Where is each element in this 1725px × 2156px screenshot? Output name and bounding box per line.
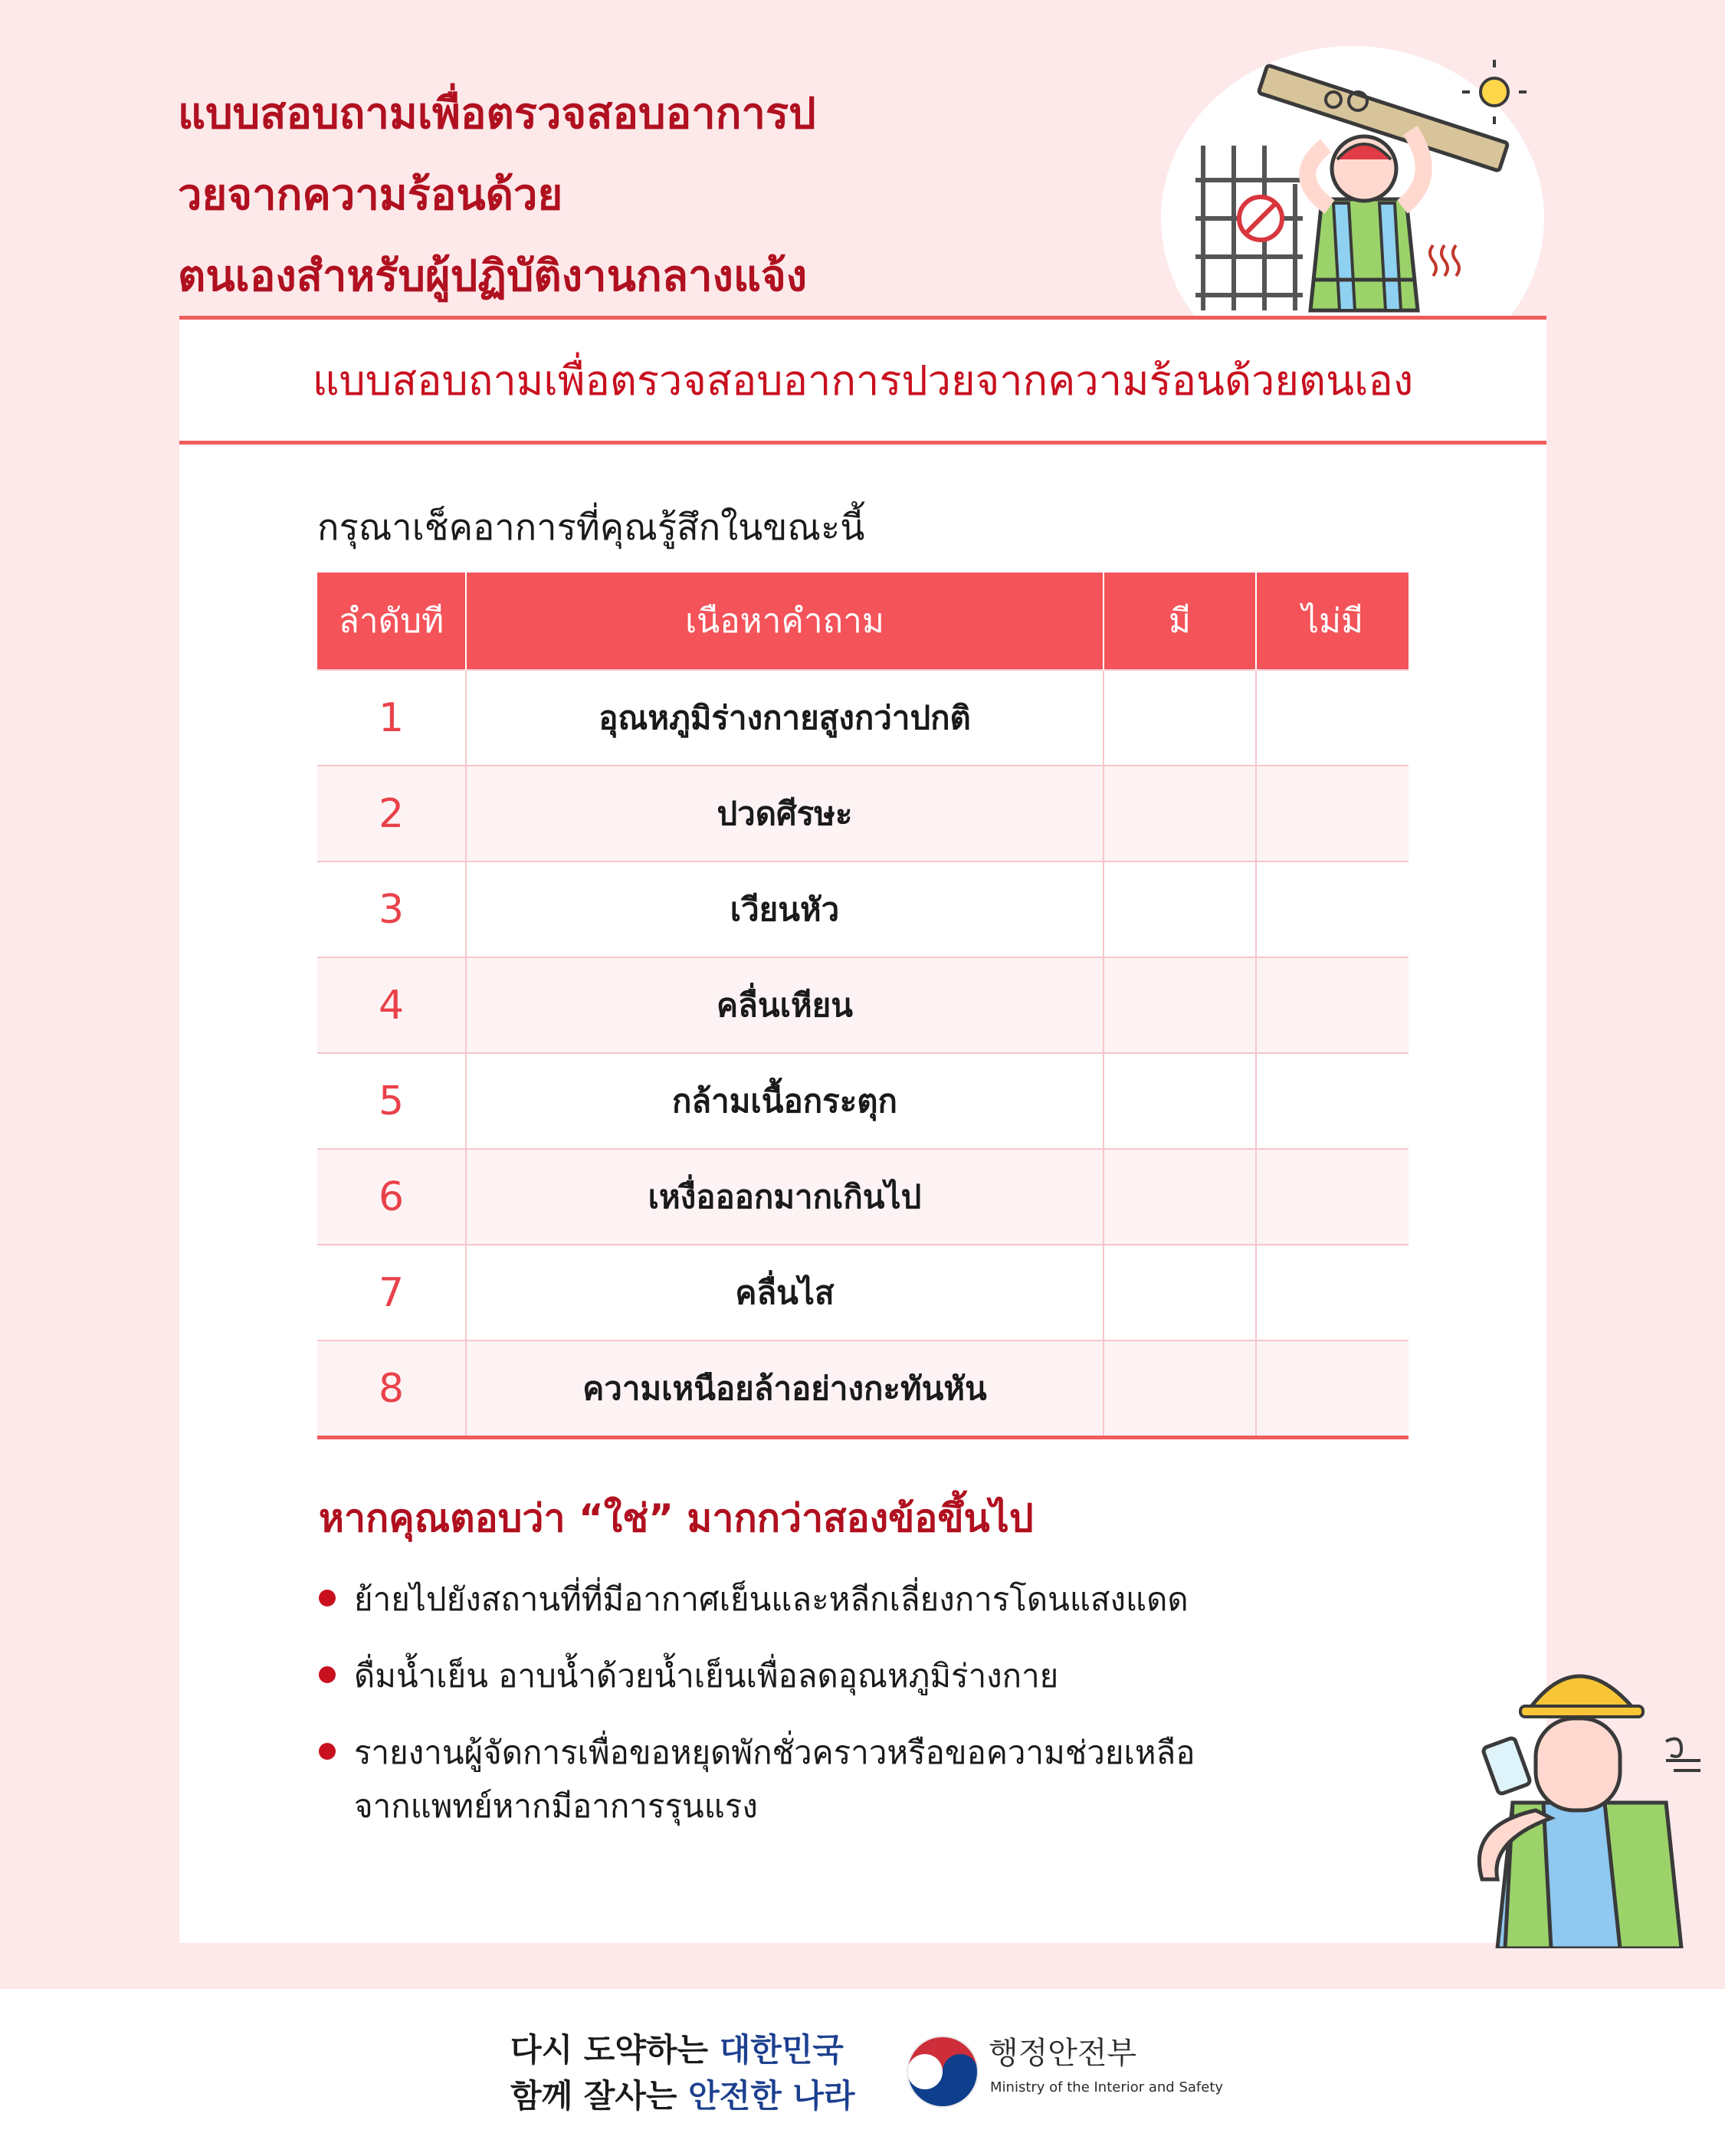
korea-government-emblem-icon [904,2033,981,2110]
table-row [317,766,1409,861]
title-line-1: แบบสอบถามเพื่อตรวจสอบอาการป [178,89,816,139]
row-question: ความเหนือยล้าอย่างกะทันหัน [466,1341,1104,1438]
table-row [317,957,1409,1053]
bullet-dot-icon [319,1666,336,1683]
no-checkbox-cell[interactable] [1256,766,1409,861]
row-question: เหงื่อออกมากเกินไป [466,1149,1104,1245]
yes-checkbox-cell[interactable] [1104,957,1256,1053]
table-row [317,1149,1409,1245]
ministry-name-korean: 행정안전부 [989,2036,1137,2071]
no-checkbox-cell[interactable] [1256,1053,1409,1149]
row-number: 8 [317,1341,466,1438]
row-number: 7 [317,1245,466,1341]
yes-checkbox-cell[interactable] [1104,1341,1256,1438]
table-row [317,1341,1409,1438]
header-no: ไม่มี [1256,573,1409,670]
header-number: ลำดับที [317,573,466,670]
yes-checkbox-cell[interactable] [1104,861,1256,957]
worker-drinking-water-illustration [1436,1626,1712,1948]
slogan-line1-text: 다시 도약하는 [510,2031,720,2069]
page-title [178,74,1082,317]
footer [0,1989,1725,2156]
title-line-3: ตนเองสำหรับผู้ปฏิบัติงานกลางแจ้ง [178,251,808,301]
no-checkbox-cell[interactable] [1256,1341,1409,1438]
row-number: 3 [317,861,466,957]
card-header: แบบสอบถามเพื่อตรวจสอบอาการปวยจากความร้อนด้วยตนเอง [179,316,1546,445]
row-number: 2 [317,766,466,861]
header-question: เนือหาคำถาม [466,573,1104,670]
advice-text: รายงานผู้จัดการเพื่อขอหยุดพักชั่วคราวหรือขอความช่วยเหลือจากแพทย์หากมีอาการรุนแรง [354,1734,1195,1825]
row-question: อุณหภูมิร่างกายสูงกว่าปกติ [466,670,1104,766]
slogan-line2-highlight: 안전한 나라 [688,2077,855,2115]
yes-checkbox-cell[interactable] [1104,1149,1256,1245]
slogan-line1-highlight: 대한민국 [719,2031,844,2069]
row-question: คลื่นเหียน [466,957,1104,1053]
symptom-checklist-table [317,573,1409,1439]
row-number: 4 [317,957,466,1053]
list-item [319,1573,1392,1626]
no-checkbox-cell[interactable] [1256,861,1409,957]
title-line-2: วยจากความร้อนด้วย [178,170,563,220]
list-item [319,1726,1228,1833]
no-checkbox-cell[interactable] [1256,1149,1409,1245]
row-question: เวียนหัว [466,861,1104,957]
row-question: ปวดศีรษะ [466,766,1104,861]
table-row [317,861,1409,957]
advice-text: ย้ายไปยังสถานที่ที่มีอากาศเย็นและหลีกเลี่ยงการโดนแสงแดด [354,1580,1189,1618]
construction-worker-heat-illustration [1157,46,1548,330]
no-checkbox-cell[interactable] [1256,1245,1409,1341]
no-checkbox-cell[interactable] [1256,957,1409,1053]
table-row [317,670,1409,766]
advice-text: ดื่มน้ำเย็น อาบน้ำด้วยน้ำเย็นเพื่อลดอุณหภูมิร่างกาย [354,1657,1059,1695]
yes-checkbox-cell[interactable] [1104,1053,1256,1149]
row-number: 5 [317,1053,466,1149]
advice-list [319,1573,1392,1856]
row-question: คลื่นไส [466,1245,1104,1341]
table-row [317,1245,1409,1341]
header-yes: มี [1104,573,1256,670]
slogan-line2-text: 함께 잘사는 [510,2077,689,2115]
row-number: 1 [317,670,466,766]
ministry-name-english: Ministry of the Interior and Safety [990,2079,1224,2095]
slogan [510,2027,855,2119]
no-checkbox-cell[interactable] [1256,670,1409,766]
yes-checkbox-cell[interactable] [1104,670,1256,766]
advice-heading: หากคุณตอบว่า “ใช่” มากกว่าสองข้อขึ้นไป [319,1496,1034,1541]
instruction-text: กรุณาเช็คอาการที่คุณรู้สึกในขณะนี้ [317,507,865,549]
row-number: 6 [317,1149,466,1245]
bullet-dot-icon [319,1743,336,1760]
row-question: กล้ามเนื้อกระตุก [466,1053,1104,1149]
table-row [317,1053,1409,1149]
table-header-row [317,573,1409,670]
yes-checkbox-cell[interactable] [1104,766,1256,861]
questionnaire-card [179,316,1546,1943]
list-item [319,1649,1392,1703]
bullet-dot-icon [319,1590,336,1606]
yes-checkbox-cell[interactable] [1104,1245,1256,1341]
